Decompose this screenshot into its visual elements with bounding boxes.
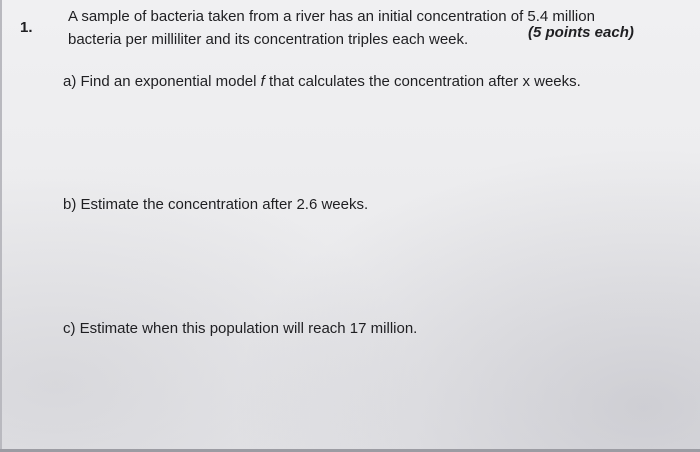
points-label: (5 points each)	[528, 24, 634, 41]
part-b: b) Estimate the concentration after 2.6 weeks.	[63, 196, 369, 213]
prompt-line-2: bacteria per milliliter and its concentration triples each week.	[68, 31, 469, 48]
part-a-suffix: that calculates the concentration after x weeks.	[264, 73, 581, 90]
prompt-line-1: A sample of bacteria taken from a river has an initial concentration of 5.4 million	[68, 8, 595, 25]
part-a	[63, 73, 581, 90]
page-left-edge	[0, 0, 2, 452]
question-number: 1.	[20, 19, 33, 36]
part-a-function: f	[260, 73, 265, 90]
part-a-prefix: a) Find an exponential model	[63, 73, 261, 90]
part-c: c) Estimate when this population will reach 17 million.	[63, 320, 418, 337]
